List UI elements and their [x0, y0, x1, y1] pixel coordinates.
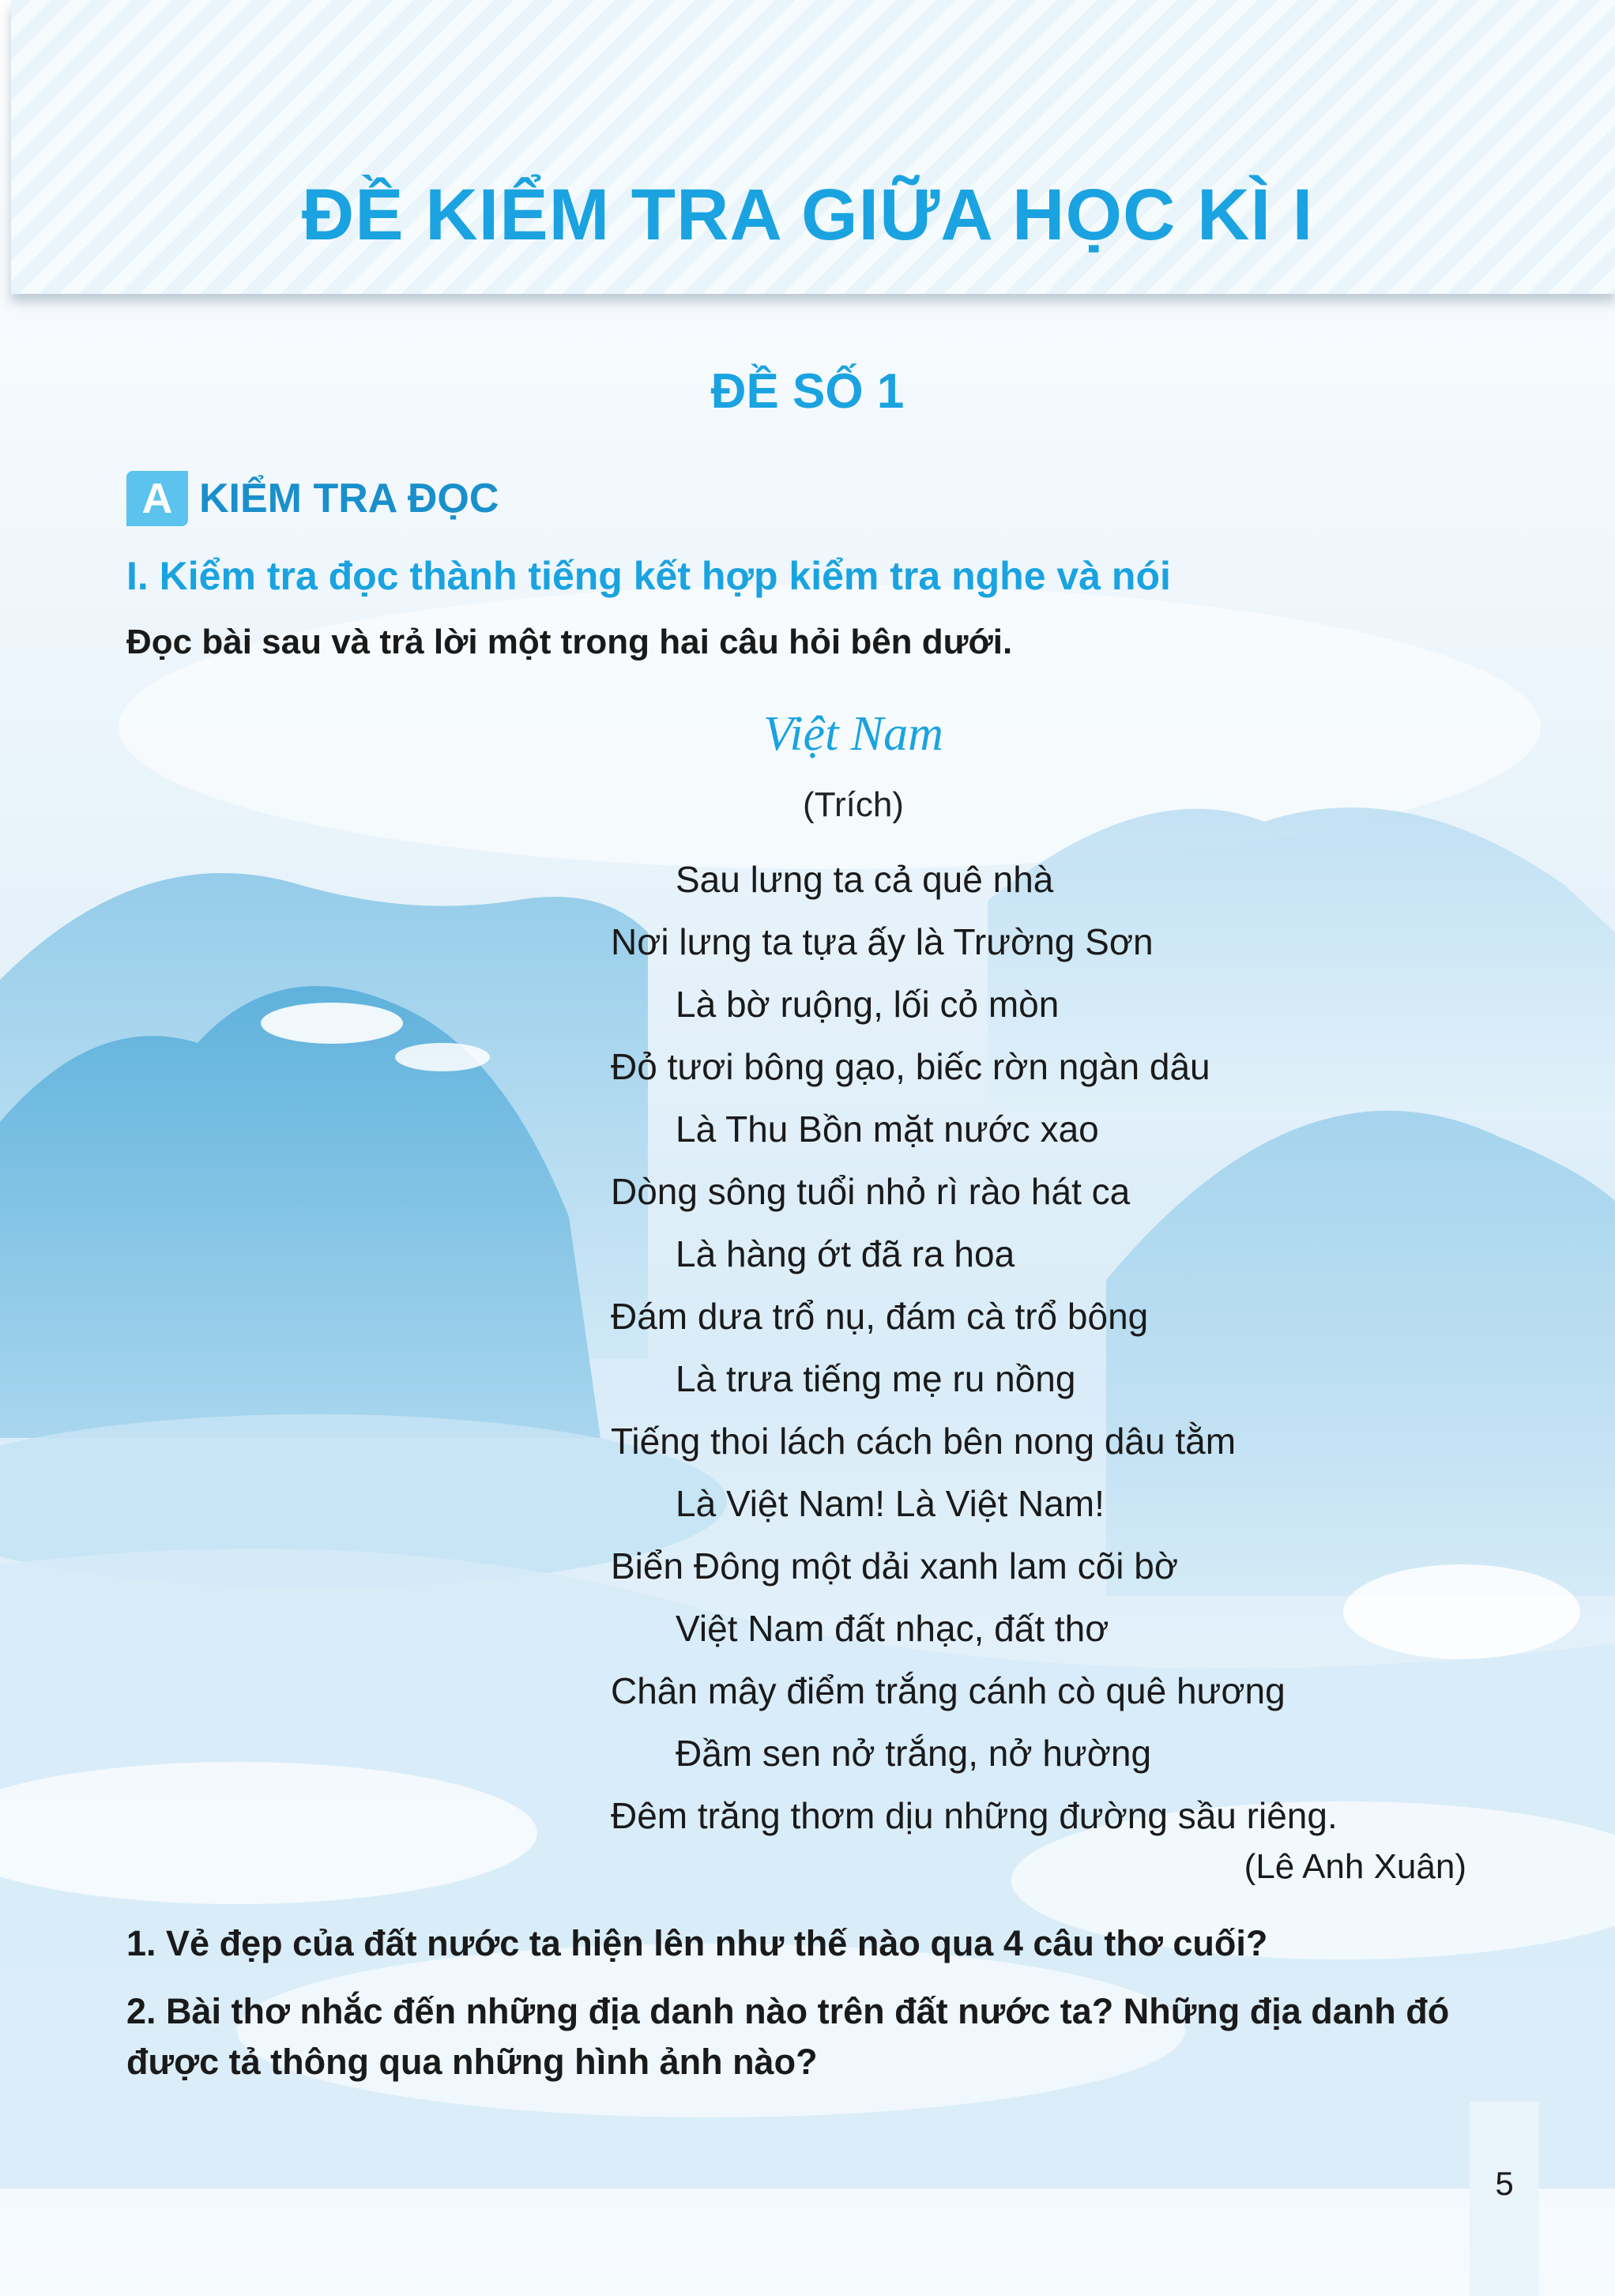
page-number-tab — [1470, 2102, 1539, 2296]
poem-line: Đỏ tươi bông gạo, biếc rờn ngàn dâu — [611, 1046, 1210, 1087]
section-badge: A — [126, 471, 188, 526]
poem-line: Nơi lưng ta tựa ấy là Trường Sơn — [611, 921, 1154, 962]
poem-line: Đêm trăng thơm dịu những đường sầu riêng. — [611, 1795, 1338, 1836]
exam-number: ĐỀ SỐ 1 — [710, 364, 905, 419]
poem-lines — [611, 855, 1338, 1854]
poem-author: (Lê Anh Xuân) — [1244, 1847, 1466, 1886]
poem-line: Biển Đông một dải xanh lam cõi bờ — [611, 1545, 1178, 1586]
part-heading: I. Kiểm tra đọc thành tiếng kết hợp kiểm tra nghe và nói — [126, 554, 1171, 598]
poem-line: Sau lưng ta cả quê nhà — [676, 859, 1054, 900]
question-1: 1. Vẻ đẹp của đất nước ta hiện lên như thế nào qua 4 câu thơ cuối? — [126, 1923, 1268, 1963]
poem-line: Là Việt Nam! Là Việt Nam! — [676, 1483, 1105, 1524]
poem-line: Là hàng ớt đã ra hoa — [676, 1233, 1015, 1274]
poem-line: Tiếng thoi lách cách bên nong dâu tằm — [611, 1421, 1237, 1462]
section-title: KIỂM TRA ĐỌC — [199, 476, 499, 521]
section-heading — [126, 471, 499, 526]
page-number: 5 — [1495, 2165, 1514, 2202]
page-title: ĐỀ KIỂM TRA GIỮA HỌC KÌ I — [301, 175, 1314, 255]
poem-subtitle: (Trích) — [803, 785, 904, 824]
poem-line: Là trưa tiếng mẹ ru nồng — [676, 1358, 1076, 1399]
question-2: 2. Bài thơ nhắc đến những địa danh nào trên đất nước ta? Những địa danh đó được tả thông qua những hình ảnh nào? — [126, 1991, 1450, 2082]
poem-line: Chân mây điểm trắng cánh cò quê hương — [611, 1670, 1286, 1711]
poem-line: Đầm sen nở trắng, nở hường — [676, 1733, 1152, 1774]
poem-line: Là Thu Bồn mặt nước xao — [676, 1108, 1099, 1150]
poem-line: Việt Nam đất nhạc, đất thơ — [676, 1608, 1109, 1649]
poem-line: Là bờ ruộng, lối cỏ mòn — [676, 984, 1060, 1025]
poem-line: Dòng sông tuổi nhỏ rì rào hát ca — [611, 1171, 1131, 1212]
instruction: Đọc bài sau và trả lời một trong hai câu hỏi bên dưới. — [126, 623, 1013, 661]
poem-title: Việt Nam — [763, 707, 943, 761]
poem-line: Đám dưa trổ nụ, đám cà trổ bông — [611, 1296, 1149, 1337]
